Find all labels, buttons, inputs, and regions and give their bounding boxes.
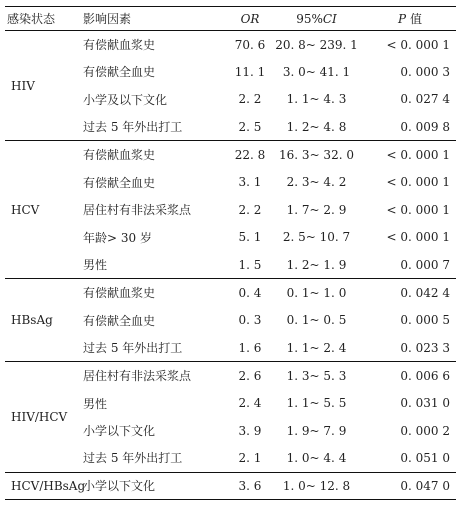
or-cell: 2. 2 (238, 92, 262, 107)
p-value-cell: 0. 031 0 (400, 396, 450, 411)
table-row (5, 141, 456, 169)
ci-cell: 1. 1~ 2. 4 (286, 340, 347, 355)
ci-cell: 1. 1~ 4. 3 (286, 92, 347, 107)
or-cell: 70. 6 (234, 37, 266, 52)
table-row (5, 362, 456, 390)
ci-cell: 1. 3~ 5. 3 (269, 362, 364, 390)
factor-cell: 有偿献血浆史 (83, 38, 156, 53)
infection-status-cell: HIV/HCV (5, 362, 81, 472)
ci-cell: 20. 8~ 239. 1 (275, 37, 358, 52)
p-value-cell: 0. 006 6 (364, 362, 456, 390)
p-value-cell: 0. 000 5 (400, 313, 450, 328)
or-cell: 2. 4 (238, 396, 262, 411)
ci-cell: 16. 3~ 32. 0 (269, 141, 364, 169)
ci-cell: 0. 1~ 1. 0 (269, 279, 364, 307)
factor-cell: 小学以下文化 (81, 472, 231, 500)
ci-cell: 1. 1~ 5. 5 (286, 396, 347, 411)
or-cell: 0. 4 (231, 279, 269, 307)
ci-cell: 1. 2~ 1. 9 (286, 257, 347, 272)
table-row (5, 31, 456, 59)
p-value-cell: 0. 042 4 (364, 279, 456, 307)
table-header (5, 7, 456, 31)
header-or: OR (231, 7, 269, 31)
p-value-cell: 0. 000 3 (400, 64, 450, 79)
ci-cell: 2. 5~ 10. 7 (282, 230, 351, 245)
p-value-cell: 0. 047 0 (364, 472, 456, 500)
factor-cell: 小学以下文化 (83, 424, 156, 439)
factor-cell: 有偿献全血史 (83, 313, 156, 328)
header-p: P 值 (364, 7, 456, 31)
factor-cell: 男性 (83, 258, 108, 273)
factor-cell: 年龄> 30 岁 (83, 230, 152, 245)
ci-cell: 1. 7~ 2. 9 (286, 202, 347, 217)
infection-status-cell: HIV (11, 78, 35, 93)
p-value-cell: < 0. 000 1 (386, 175, 450, 190)
ci-cell: 1. 2~ 4. 8 (286, 119, 347, 134)
p-value-cell: 0. 051 0 (400, 450, 450, 465)
factor-cell: 过去 5 年外出打工 (83, 341, 183, 356)
factor-cell: 居住村有非法采浆点 (83, 203, 192, 218)
factor-cell: 小学及以下文化 (83, 92, 168, 107)
or-cell: 3. 1 (238, 175, 262, 190)
or-cell: 2. 2 (238, 202, 262, 217)
or-cell: 3. 6 (231, 472, 269, 500)
or-cell: 1. 5 (238, 257, 262, 272)
ci-cell: 2. 3~ 4. 2 (286, 175, 347, 190)
or-cell: 0. 3 (238, 313, 262, 328)
p-value-cell: 0. 000 7 (400, 257, 450, 272)
factor-cell: 有偿献血浆史 (81, 141, 231, 169)
or-cell: 5. 1 (238, 230, 262, 245)
factor-cell: 有偿献全血史 (83, 65, 156, 80)
p-value-cell: < 0. 000 1 (386, 230, 450, 245)
or-cell: 2. 1 (238, 450, 262, 465)
factor-cell: 居住村有非法采浆点 (81, 362, 231, 390)
table-row (5, 279, 456, 307)
infection-status-cell: HCV (5, 141, 81, 279)
factor-cell: 有偿献全血史 (83, 175, 156, 190)
or-cell: 1. 6 (238, 340, 262, 355)
p-value-cell: 0. 000 2 (400, 423, 450, 438)
p-value-cell: 0. 009 8 (400, 119, 450, 134)
table-body (5, 31, 456, 500)
or-cell: 11. 1 (234, 64, 266, 79)
table-row (5, 472, 456, 500)
ci-cell: 1. 0~ 12. 8 (269, 472, 364, 500)
or-cell: 22. 8 (231, 141, 269, 169)
risk-factor-table (5, 6, 456, 500)
header-ci: 95%CI (269, 7, 364, 31)
or-cell: 3. 9 (238, 423, 262, 438)
p-value-cell: 0. 027 4 (400, 92, 450, 107)
ci-cell: 0. 1~ 0. 5 (286, 313, 347, 328)
p-value-cell: < 0. 000 1 (364, 141, 456, 169)
factor-cell: 过去 5 年外出打工 (83, 451, 183, 466)
ci-cell: 1. 9~ 7. 9 (286, 423, 347, 438)
p-value-cell: < 0. 000 1 (386, 202, 450, 217)
factor-cell: 过去 5 年外出打工 (83, 120, 183, 135)
infection-status-cell: HCV/HBsAg (5, 472, 81, 500)
infection-status-cell: HBsAg (5, 279, 81, 362)
ci-cell: 3. 0~ 41. 1 (282, 64, 351, 79)
p-value-cell: 0. 023 3 (400, 340, 450, 355)
ci-cell: 1. 0~ 4. 4 (286, 450, 347, 465)
factor-cell: 男性 (83, 396, 108, 411)
header-status: 感染状态 (5, 7, 81, 31)
or-cell: 2. 6 (231, 362, 269, 390)
or-cell: 2. 5 (238, 119, 262, 134)
factor-cell: 有偿献血浆史 (81, 279, 231, 307)
p-value-cell: < 0. 000 1 (386, 37, 450, 52)
header-factor: 影响因素 (81, 7, 231, 31)
